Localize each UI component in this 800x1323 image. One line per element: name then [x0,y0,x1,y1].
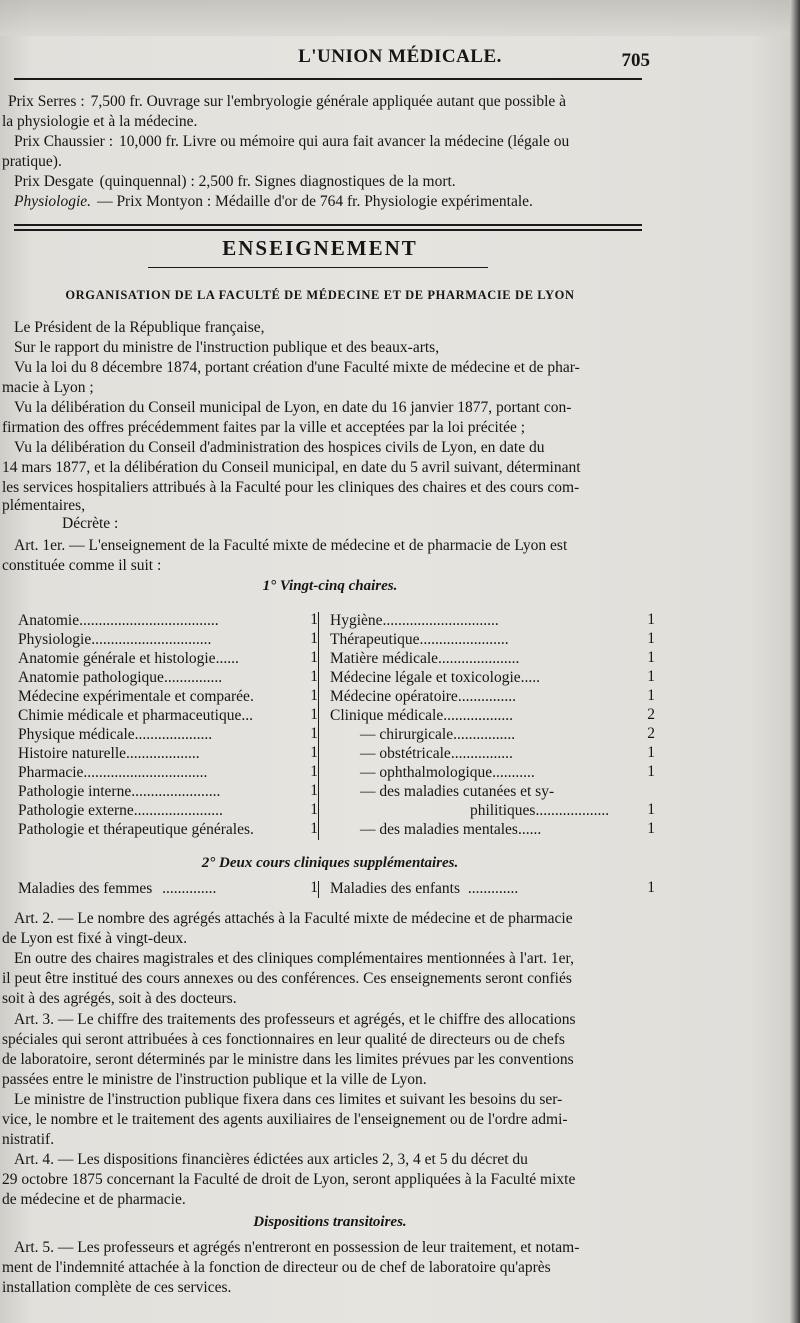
list-item [18,706,253,725]
chair-name: — des maladies cutanées et sy- [360,783,555,800]
article-line: Art. 3. — Le chiffre des traitements des professeurs et agrégés, et le chiffre des allocations [14,1010,576,1028]
prize-label: Prix Chaussier : [14,133,114,150]
clinic-count: 1 [310,879,318,896]
chair-name: Pharmacie [18,764,84,781]
leader-dots: ................ [450,745,513,762]
list-item [18,668,222,687]
chair-name: Histoire naturelle [18,745,127,762]
leader-dots: ....................... [419,631,509,648]
chair-name: Pathologie interne [18,783,132,800]
article-line: Art. 4. — Les dispositions financières édictées aux articles 2, 3, 4 et 5 du décret du [14,1151,528,1169]
section-rule-top [14,224,642,226]
preamble-line: Vu la délibération du Conseil municipal de Lyon, en date du 16 janvier 1877, portant con- [14,399,572,416]
leader-dots: .................... [134,726,213,743]
leader-dots: ................ [453,726,516,743]
leader-dots: . [249,688,254,705]
prize-text: pratique). [2,153,62,170]
list-item [470,801,609,820]
list-item [360,763,535,782]
chair-name: Pathologie et thérapeutique générales [18,821,250,838]
chair-name: Médecine légale et toxicologie [330,669,521,686]
chair-name: Anatomie pathologique [18,669,164,686]
list-item [18,611,219,630]
prize-text: la physiologie et à la médecine. [2,113,198,130]
prize-line [8,92,800,112]
list-item [18,744,200,763]
prize-text: 10,000 fr. Livre ou mémoire qui aura fait avancer la médecine (légale ou [119,133,570,150]
article-line: ment de l'indemnité attachée à la fonction de directeur ou de chef de laboratoire qu'après [2,1259,551,1276]
leader-dots: .................................... [79,612,219,629]
chair-count: 1 [310,706,318,723]
list-item [330,649,519,668]
article-line: de Lyon est fixé à vingt-deux. [2,930,188,948]
chair-count: 1 [310,668,318,685]
chair-count: 1 [310,763,318,780]
title-underline [148,267,488,268]
prize-line [14,132,800,152]
leader-dots: .................. [443,707,513,724]
list-item [360,725,515,744]
column-divider [318,612,319,840]
prize-line [14,172,800,192]
prize-line [14,192,800,212]
chair-count: 1 [647,649,655,666]
list-item [330,668,540,687]
prize-text: (quinquennal) : 2,500 fr. Signes diagnostiques de la mort. [99,173,456,190]
chair-name: Médecine expérimentale et comparée [18,688,250,705]
page-number: 705 [621,50,650,71]
chair-count: 1 [310,782,318,799]
chair-name: Physique médicale [18,726,135,743]
list-item [360,782,554,801]
prize-label: Prix Desgate [14,173,94,190]
list-item [18,687,254,706]
list-item [18,879,216,898]
chair-count: 1 [310,687,318,704]
clinics-heading: 2° Deux cours cliniques supplémentaires. [201,855,459,871]
prize-label: Physiologie. [14,193,92,210]
chair-count: 1 [310,744,318,761]
article-line: Art. 1er. — L'enseignement de la Faculté mixte de médecine et de pharmacie de Lyon est [14,537,568,554]
list-item [18,782,220,801]
clinic-name: Maladies des femmes [18,880,153,897]
article-line: de médecine et de pharmacie. [2,1191,186,1209]
chair-name: Physiologie [18,631,92,648]
list-item [18,630,211,649]
leader-dots: ..................... [438,650,520,667]
chair-name: — des maladies mentales [360,821,518,838]
chair-name: Anatomie [18,612,80,629]
clinic-divider [318,881,319,898]
chair-count: 1 [310,725,318,742]
chair-count: 2 [647,725,655,742]
list-item [360,820,541,839]
preamble-line: Vu la loi du 8 décembre 1874, portant création d'une Faculté mixte de médecine et de phar- [14,359,580,376]
article-line: il peut être institué des cours annexes ou des conférences. Ces enseignements seront confiés [2,970,572,988]
previous-page-bleed [0,0,800,36]
leader-dots: ............... [163,669,223,686]
list-item [18,801,223,820]
leader-dots: . [249,821,254,838]
article-line: Art. 5. — Les professeurs et agrégés n'entreront en possession de leur traitement, et notam- [14,1239,580,1256]
chair-count: 1 [647,687,655,704]
list-item [330,879,518,898]
list-item [330,630,509,649]
leader-dots: ........... [492,764,535,781]
preamble-line: Sur le rapport du ministre de l'instruction publique et des beaux-arts, [14,339,440,356]
article-line: Art. 2. — Le nombre des agrégés attachés à la Faculté mixte de médecine et de pharmacie [14,910,573,927]
chair-name: — chirurgicale [360,726,454,743]
leader-dots: ....................... [131,783,221,800]
leader-dots: ... [241,707,253,724]
chair-name: Anatomie générale et histologie [18,650,216,667]
preamble-line: 14 mars 1877, et la délibération du Conseil municipal, en date du 5 avril suivant, déterminant [2,459,581,476]
leader-dots: ............. [467,880,519,897]
chair-name: — obstétricale [360,745,451,762]
list-item [18,649,239,668]
transitional-heading: Dispositions transitoires. [253,1214,407,1230]
leader-dots: .............................. [382,612,499,629]
list-item [18,820,254,839]
leader-dots: ............... [457,688,516,705]
preamble-line: plémentaires, [2,497,86,514]
list-item [330,706,513,725]
clinic-count: 1 [647,879,655,896]
running-head [0,44,800,74]
section-subtitle: ORGANISATION DE LA FACULTÉ DE MÉDECINE ET DE PHARMACIE DE LYON [65,288,575,302]
chair-count: 1 [310,611,318,628]
list-item [330,687,516,706]
article-line: installation complète de ces services. [2,1279,232,1296]
leader-dots: ................... [535,802,610,819]
article-line: passées entre le ministre de l'instruction publique et la ville de Lyon. [2,1070,427,1088]
chair-count: 1 [647,801,655,818]
leader-dots: ....................... [133,802,223,819]
article-line: En outre des chaires magistrales et des cliniques complémentaires mentionnées à l'art. 1er, [14,950,574,968]
article-line: nistratif. [2,1131,55,1149]
leader-dots: ................................ [83,764,208,781]
prize-line [2,152,800,172]
chair-name: Matière médicale [330,650,439,667]
chair-name: Médecine opératoire [330,688,458,705]
article-line: 29 octobre 1875 concernant la Faculté de droit de Lyon, seront appliquées à la Faculté mixte [2,1171,576,1189]
chair-count: 1 [310,649,318,666]
chairs-heading: 1° Vingt-cinq chaires. [262,578,398,594]
chair-count: 1 [310,630,318,647]
preamble-line: les services hospitaliers attribués à la Faculté pour les cliniques des chaires et des cours com- [2,479,580,496]
section-title: ENSEIGNEMENT [222,236,418,260]
chair-name: — ophthalmologique [360,764,493,781]
chair-count: 1 [647,820,655,837]
prize-text: 7,500 fr. Ouvrage sur l'embryologie générale appliquée autant que possible à [90,93,567,110]
preamble-line: macie à Lyon ; [2,379,94,396]
leader-dots: ...... [517,821,542,838]
chair-name: Hygiène [330,612,383,629]
article-line: soit à des agrégés, soit à des docteurs. [2,990,237,1008]
clinic-name: Maladies des enfants [330,880,460,897]
section-rule-bottom [14,229,642,231]
chair-count: 1 [647,763,655,780]
list-item [18,725,212,744]
list-item [330,611,499,630]
journal-title: L'UNION MÉDICALE. [298,46,502,67]
article-line: vice, le nombre et le traitement des agents auxiliaires de l'enseignement ou de l'ordre admi- [2,1111,568,1128]
leader-dots: ...... [215,650,239,667]
chair-name: Pathologie externe [18,802,134,819]
preamble-line: Vu la délibération du Conseil d'administration des hospices civils de Lyon, en date du [14,439,545,456]
header-rule [14,78,642,80]
leader-dots: ............................... [91,631,212,648]
article-line: de laboratoire, seront déterminés par le ministre dans les limites prévues par les conventions [2,1050,574,1068]
article-line: constituée comme il suit : [2,557,162,574]
chair-name: Clinique médicale [330,707,444,724]
chair-name: Thérapeutique [330,631,420,648]
preamble-line: firmation des offres précédemment faites par la ville et acceptées par la loi précitée ; [2,419,526,436]
chair-count: 1 [647,744,655,761]
chair-name: philitiques [470,802,536,819]
preamble-line: Le Président de la République française, [14,319,265,336]
chair-count: 1 [647,630,655,647]
list-item [360,744,513,763]
chair-count: 1 [647,668,655,685]
article-line: spéciales qui seront attribuées à ces fonctionnaires en leur qualité de directeurs ou de chefs [2,1030,565,1048]
prize-label: Prix Serres : [8,93,85,110]
leader-dots: .............. [162,880,217,897]
chair-name: Chimie médicale et pharmaceutique [18,707,242,724]
chair-count: 2 [647,706,655,723]
leader-dots: ................... [126,745,200,762]
chair-count: 1 [647,611,655,628]
chair-count: 1 [310,820,318,837]
chair-count: 1 [310,801,318,818]
article-line: Le ministre de l'instruction publique fixera dans ces limites et suivant les besoins du ser- [14,1090,563,1108]
decree-word: Décrète : [62,515,119,532]
prize-text: — Prix Montyon : Médaille d'or de 764 fr. Physiologie expérimentale. [97,193,533,210]
list-item [18,763,207,782]
leader-dots: ..... [520,669,541,686]
prize-line [2,112,800,132]
